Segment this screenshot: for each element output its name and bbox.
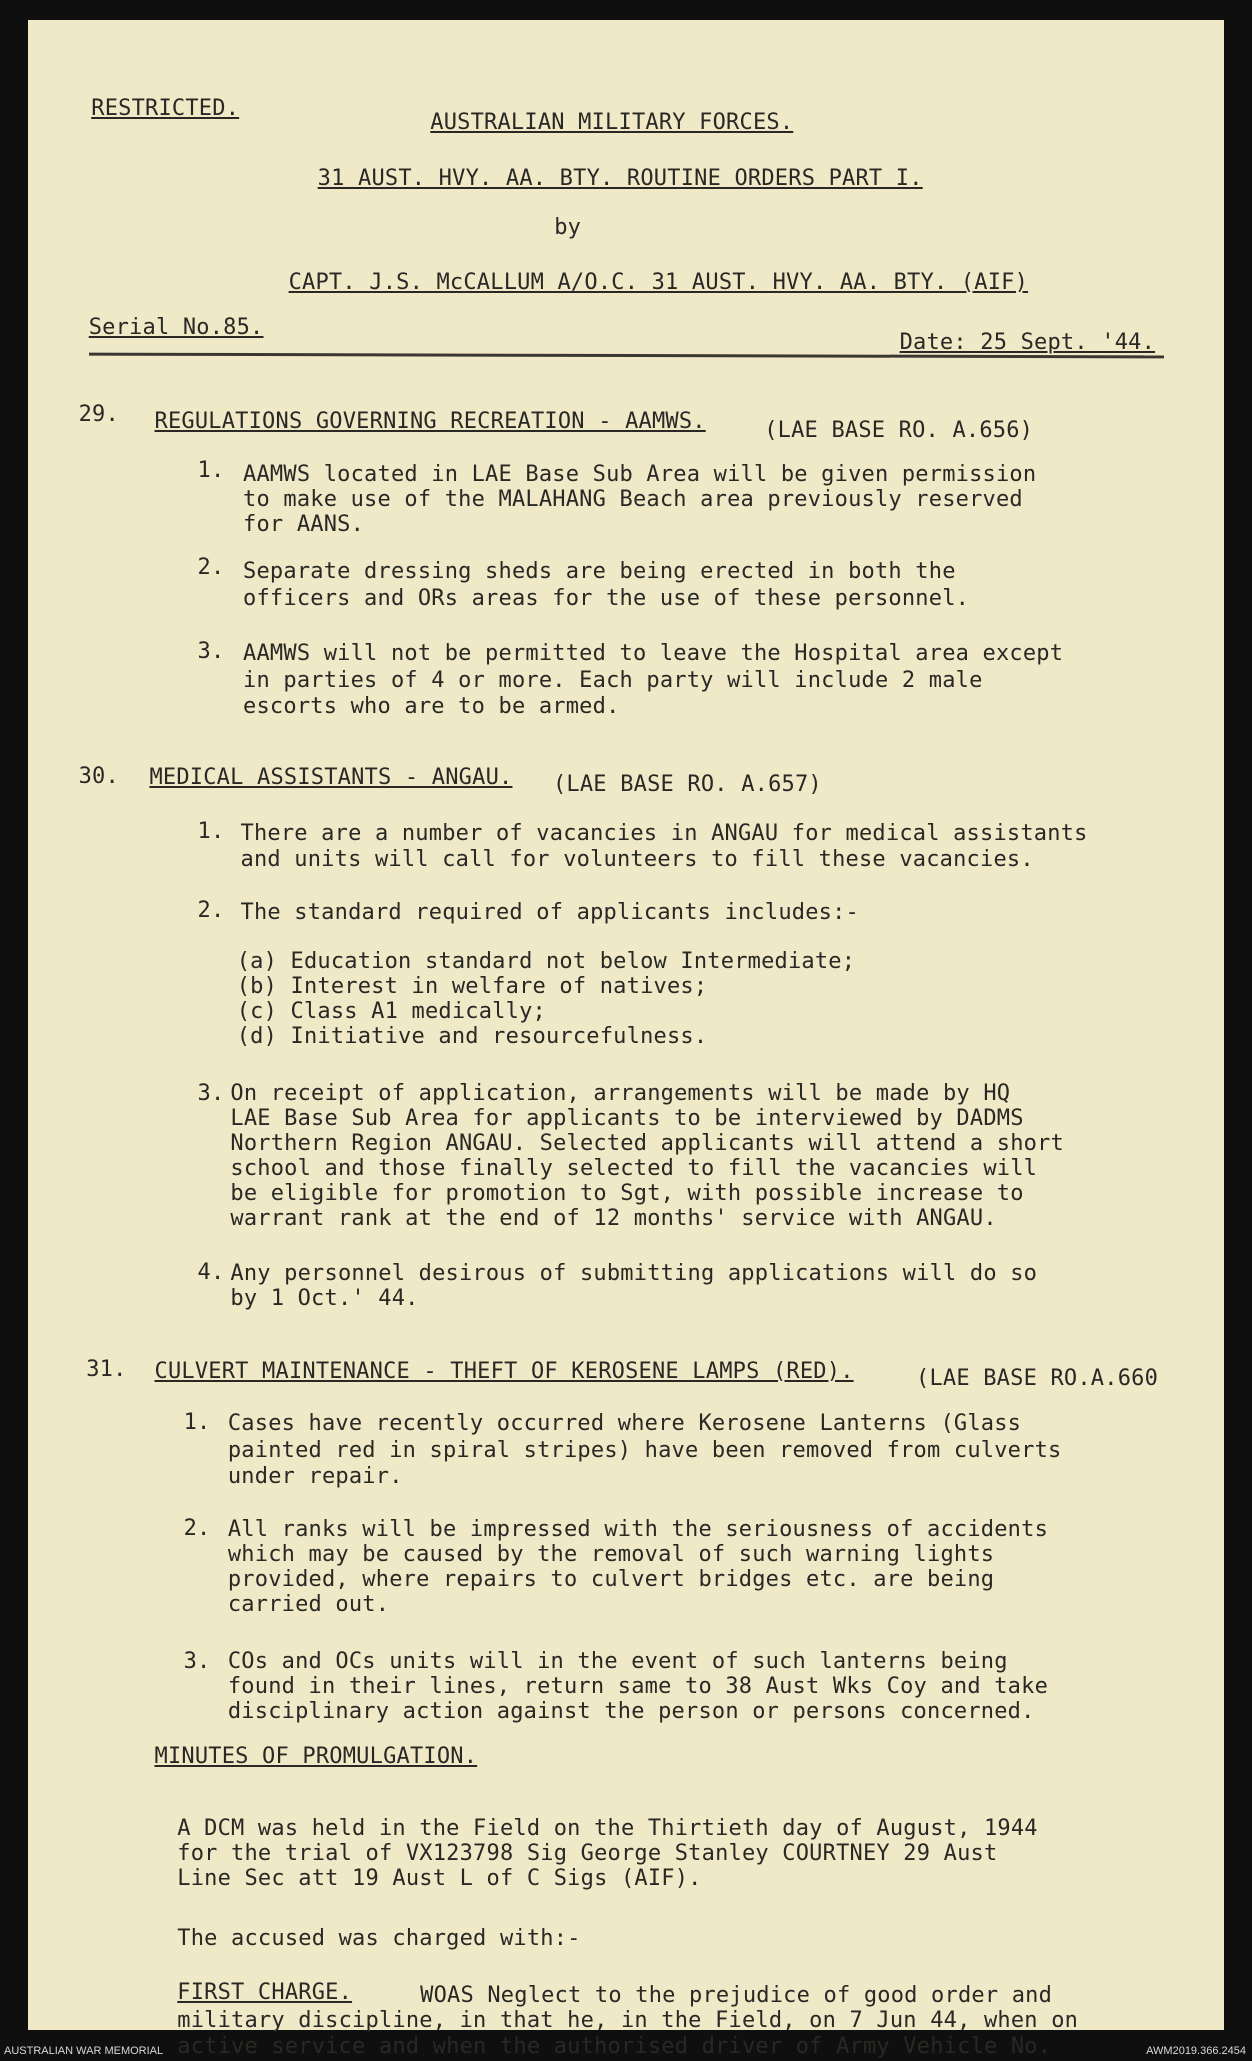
paragraph-number: 1.: [197, 819, 225, 845]
paragraph-number: 2.: [197, 555, 225, 581]
paragraph-number: 1.: [197, 457, 225, 483]
minutes-line: for the trial of VX123798 Sig George Stanley COURTNEY 29 Aust: [177, 1840, 998, 1866]
paragraph-line: for AANS.: [243, 512, 365, 538]
charge-line: active service and when the authorised driver of Army Vehicle No.: [177, 2034, 1052, 2060]
paragraph-line: escorts who are to be armed.: [243, 694, 620, 720]
paragraph-number: 3.: [197, 638, 225, 664]
section-reference: (LAE BASE RO. A.656): [764, 417, 1034, 443]
paragraph-number: 2.: [197, 898, 225, 924]
paragraph-line: Northern Region ANGAU. Selected applicants will attend a short: [230, 1130, 1064, 1156]
issuer-line: CAPT. J.S. McCALLUM A/O.C. 31 AUST. HVY. AA. BTY. (AIF): [288, 270, 1029, 296]
minutes-line: A DCM was held in the Field on the Thirtieth day of August, 1944: [177, 1815, 1038, 1841]
paragraph-line: carried out.: [227, 1592, 390, 1618]
paragraph-line: There are a number of vacancies in ANGAU for medical assistants: [240, 820, 1088, 846]
by-label: by: [554, 214, 582, 240]
paragraph-line: Cases have recently occurred where Kerosene Lanterns (Glass: [227, 1411, 1022, 1437]
paragraph-line: to make use of the MALAHANG Beach area previously reserved: [243, 487, 1023, 513]
paragraph-line: in parties of 4 or more. Each party will include 2 male: [243, 667, 983, 693]
paragraph-number: 3.: [197, 1080, 225, 1106]
serial-number: Serial No.85.: [88, 314, 264, 340]
paragraph-line: On receipt of application, arrangements will be made by HQ: [230, 1080, 1011, 1106]
paragraph-line: Separate dressing sheds are being erected in both the: [243, 559, 956, 585]
paragraph-number: 3.: [183, 1649, 211, 1675]
paragraph-line: AAMWS will not be permitted to leave the Hospital area except: [243, 641, 1064, 667]
paragraph-line: and units will call for volunteers to fill these vacancies.: [240, 847, 1034, 873]
paragraph-number: 4.: [197, 1259, 225, 1285]
paragraph-line: by 1 Oct.' 44.: [230, 1286, 419, 1312]
document-title: AUSTRALIAN MILITARY FORCES.: [430, 110, 794, 136]
paragraph-line: be eligible for promotion to Sgt, with possible increase to: [230, 1180, 1024, 1206]
paragraph-line: LAE Base Sub Area for applicants to be interviewed by DADMS: [230, 1105, 1024, 1131]
section-number: 29.: [78, 402, 119, 428]
paragraph-line: provided, where repairs to culvert bridges etc. are being: [227, 1567, 995, 1593]
paragraph-line: school and those finally selected to fill the vacancies will: [230, 1155, 1038, 1181]
paragraph-line: The standard required of applicants includes:-: [240, 899, 859, 925]
section-reference: (LAE BASE RO.A.660: [916, 1365, 1159, 1391]
section-heading: REGULATIONS GOVERNING RECREATION - AAMWS.: [154, 409, 706, 435]
paragraph-line: disciplinary action against the person or persons concerned.: [227, 1699, 1035, 1725]
paragraph-line: AAMWS located in LAE Base Sub Area will be given permission: [243, 462, 1037, 488]
criteria-line: (c) Class A1 medically;: [236, 998, 546, 1024]
paragraph-number: 2.: [183, 1515, 211, 1541]
section-reference: (LAE BASE RO. A.657): [552, 771, 822, 797]
section-number: 30.: [78, 763, 119, 789]
paragraph-line: All ranks will be impressed with the seriousness of accidents: [227, 1517, 1049, 1543]
paragraph-line: warrant rank at the end of 12 months' service with ANGAU.: [230, 1205, 997, 1231]
paragraph-line: which may be caused by the removal of such warning lights: [227, 1542, 995, 1568]
paragraph-line: officers and ORs areas for the use of these personnel.: [243, 585, 970, 611]
section-heading: MEDICAL ASSISTANTS - ANGAU.: [149, 765, 513, 791]
paragraph-line: COs and OCs units will in the event of such lanterns being: [227, 1649, 1008, 1675]
minutes-line: Line Sec att 19 Aust L of C Sigs (AIF).: [177, 1865, 702, 1891]
paragraph-number: 1.: [183, 1410, 211, 1435]
classification-label: RESTRICTED.: [91, 96, 240, 122]
paragraph-line: painted red in spiral stripes) have been removed from culverts: [227, 1437, 1062, 1463]
charge-line: WOAS Neglect to the prejudice of good order and: [420, 1982, 1053, 2008]
charge-line: military discipline, in that he, in the Field, on 7 Jun 44, when on: [177, 2007, 1079, 2033]
paragraph-line: Any personnel desirous of submitting applications will do so: [230, 1261, 1038, 1287]
charge-label: FIRST CHARGE.: [177, 1979, 353, 2005]
criteria-line: (a) Education standard not below Intermediate;: [236, 948, 856, 974]
criteria-line: (d) Initiative and resourcefulness.: [236, 1023, 708, 1049]
archive-reference: AWM2019.366.2454: [1146, 2045, 1246, 2057]
paragraph-line: under repair.: [227, 1464, 403, 1490]
document-date: Date: 25 Sept. '44.: [899, 329, 1156, 355]
archive-credit: AUSTRALIAN WAR MEMORIAL: [4, 2045, 164, 2057]
document-subtitle: 31 AUST. HVY. AA. BTY. ROUTINE ORDERS PART I.: [317, 165, 923, 191]
minutes-heading: MINUTES OF PROMULGATION.: [154, 1743, 478, 1769]
section-number: 31.: [86, 1357, 127, 1383]
paragraph-line: found in their lines, return same to 38 Aust Wks Coy and take: [227, 1674, 1049, 1700]
section-heading: CULVERT MAINTENANCE - THEFT OF KEROSENE LAMPS (RED).: [154, 1358, 854, 1384]
criteria-line: (b) Interest in welfare of natives;: [236, 973, 708, 999]
minutes-line: The accused was charged with:-: [177, 1925, 581, 1951]
